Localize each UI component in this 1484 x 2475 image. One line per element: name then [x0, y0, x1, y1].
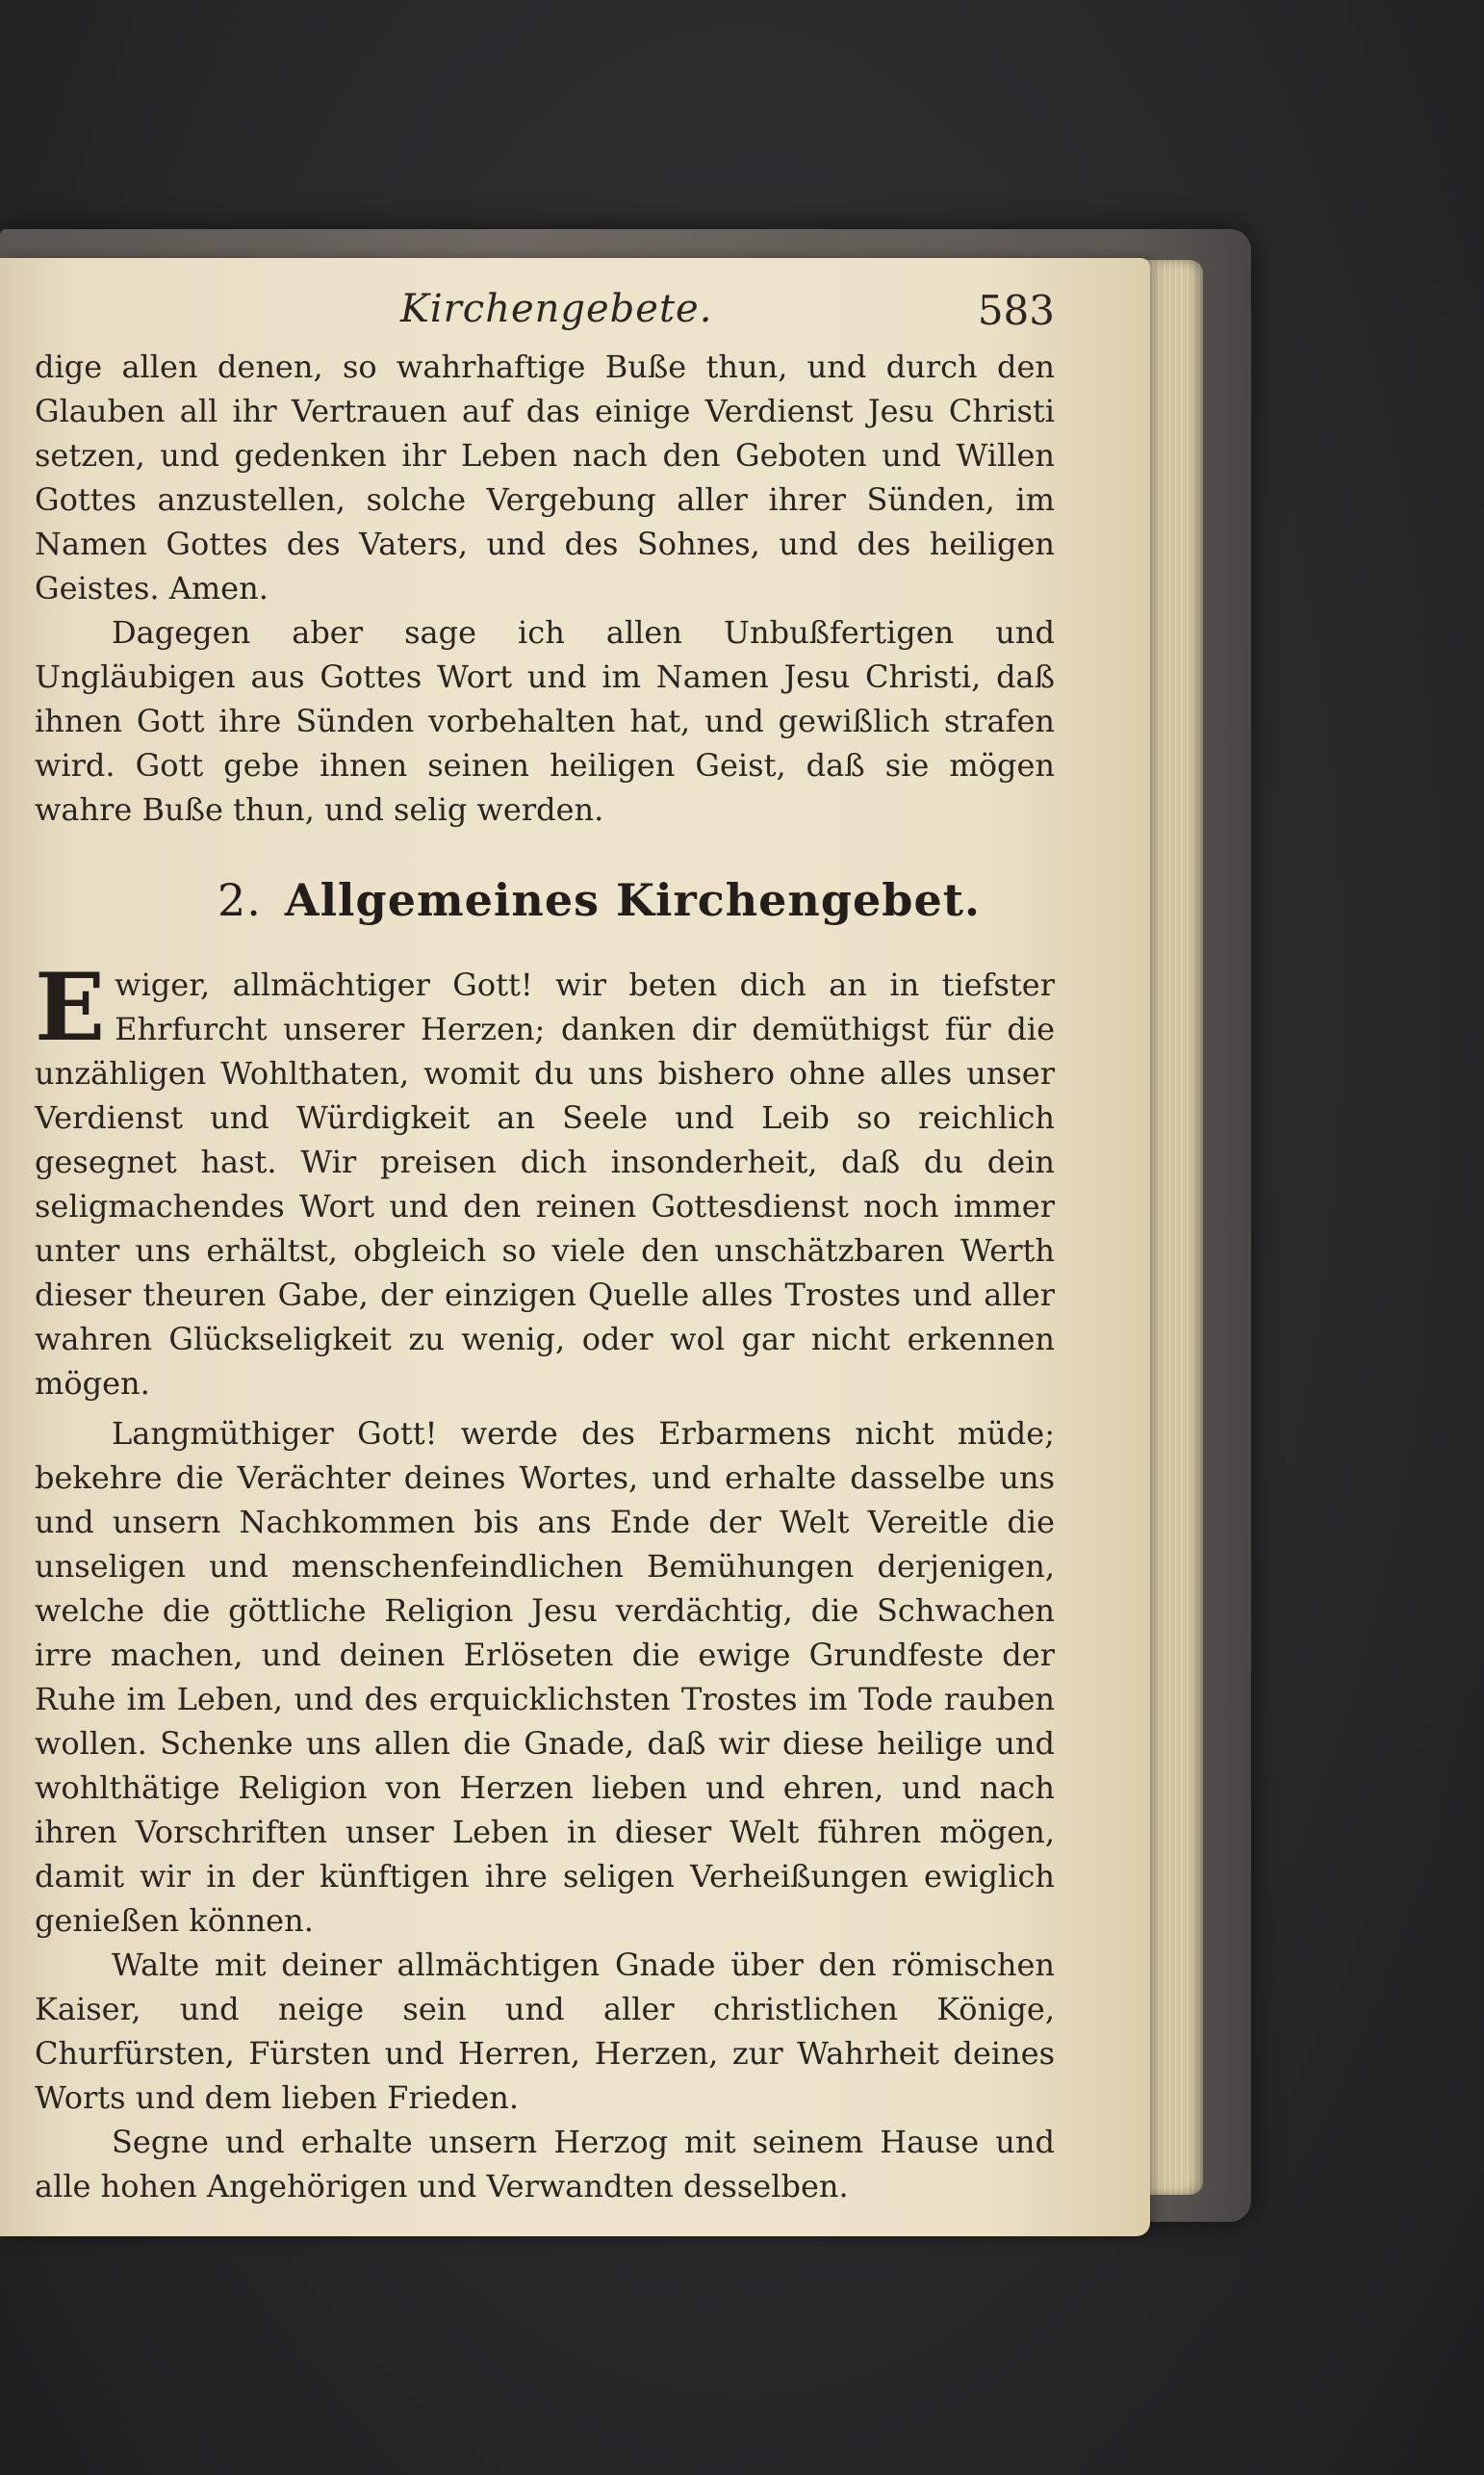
page-number: 583: [977, 287, 1055, 334]
drop-cap: E: [35, 953, 106, 1062]
section-number: 2.: [217, 874, 262, 926]
book-page: [0, 258, 1150, 2236]
paragraph-duke: Segne und erhalte unsern Herzog mit seinem Hause und alle hohen Angehörigen und Verwandten desselben.: [35, 2124, 1055, 2204]
paragraph-longsuffering-god: Langmüthiger Gott! werde des Erbarmens nicht müde; bekehre die Verächter deines Wortes, und erhalte dasselbe uns und unsern Nachkommen bis ans Ende der Welt Vereitle die unseligen und menschenfeindlichen Bemühungen derjenigen, welche die göttliche Religion Jesu verdächtig, die Schwachen irre machen, und deinen Erlöseten die ewige Grundfeste der Ruhe im Leben, und des erquicklichsten Trostes im Tode rauben wollen. Schenke uns allen die Gnade, daß wir diese heilige und wohlthätige Religion von Herzen lieben und ehren, und nach ihren Vorschriften unser Leben in dieser Welt führen mögen, damit wir in der künftigen ihre seligen Verheißungen ewiglich genießen können.: [35, 1415, 1055, 1939]
section-title: Allgemeines Kirchengebet.: [284, 874, 981, 926]
section-heading: [217, 874, 1055, 926]
page-header: [35, 287, 1055, 345]
running-head: Kirchengebete.: [400, 287, 713, 331]
paragraph-emperor: Walte mit deiner allmächtigen Gnade über den römischen Kaiser, und neige sein und aller christlichen Könige, Churfürsten, Fürsten und Herren, Herzen, zur Wahrheit deines Worts und dem lieben Frieden.: [35, 1946, 1055, 2116]
paragraph-eternal-god: wiger, allmächtiger Gott! wir beten dich an in tiefster Ehrfurcht unserer Herzen; danken dir demüthigst für die unzähligen Wohlthaten, womit du uns bishero ohne alles unser Verdienst und Würdigkeit an Seele und Leib so reichlich gesegnet hast. Wir preisen dich insonderheit, daß du dein seligmachendes Wort und den reinen Gottesdienst noch immer unter uns erhältst, obgleich so viele den unschätzbaren Werth dieser theuren Gabe, der einzigen Quelle alles Trostes und aller wahren Glückseligkeit zu wenig, oder wol gar nicht erkennen mögen.: [35, 967, 1055, 1402]
paragraph-unrepentant: Dagegen aber sage ich allen Unbußfertigen und Ungläubigen aus Gottes Wort und im Namen Jesu Christi, daß ihnen Gott ihre Sünden vorbehalten hat, und gewißlich strafen wird. Gott gebe ihnen seinen heiligen Geist, daß sie mögen wahre Buße thun, und selig werden.: [35, 614, 1055, 828]
paragraph-absolution-continued: dige allen denen, so wahrhaftige Buße thun, und durch den Glauben all ihr Vertrauen auf das einige Verdienst Jesu Christi setzen, und gedenken ihr Leben nach den Geboten und Willen Gottes anzustellen, solche Vergebung aller ihrer Sünden, im Namen Gottes des Vaters, und des Sohnes, und des heiligen Geistes. Amen.: [35, 348, 1055, 606]
prayer-opening: [35, 953, 1055, 1405]
page-content: [35, 287, 1055, 2208]
